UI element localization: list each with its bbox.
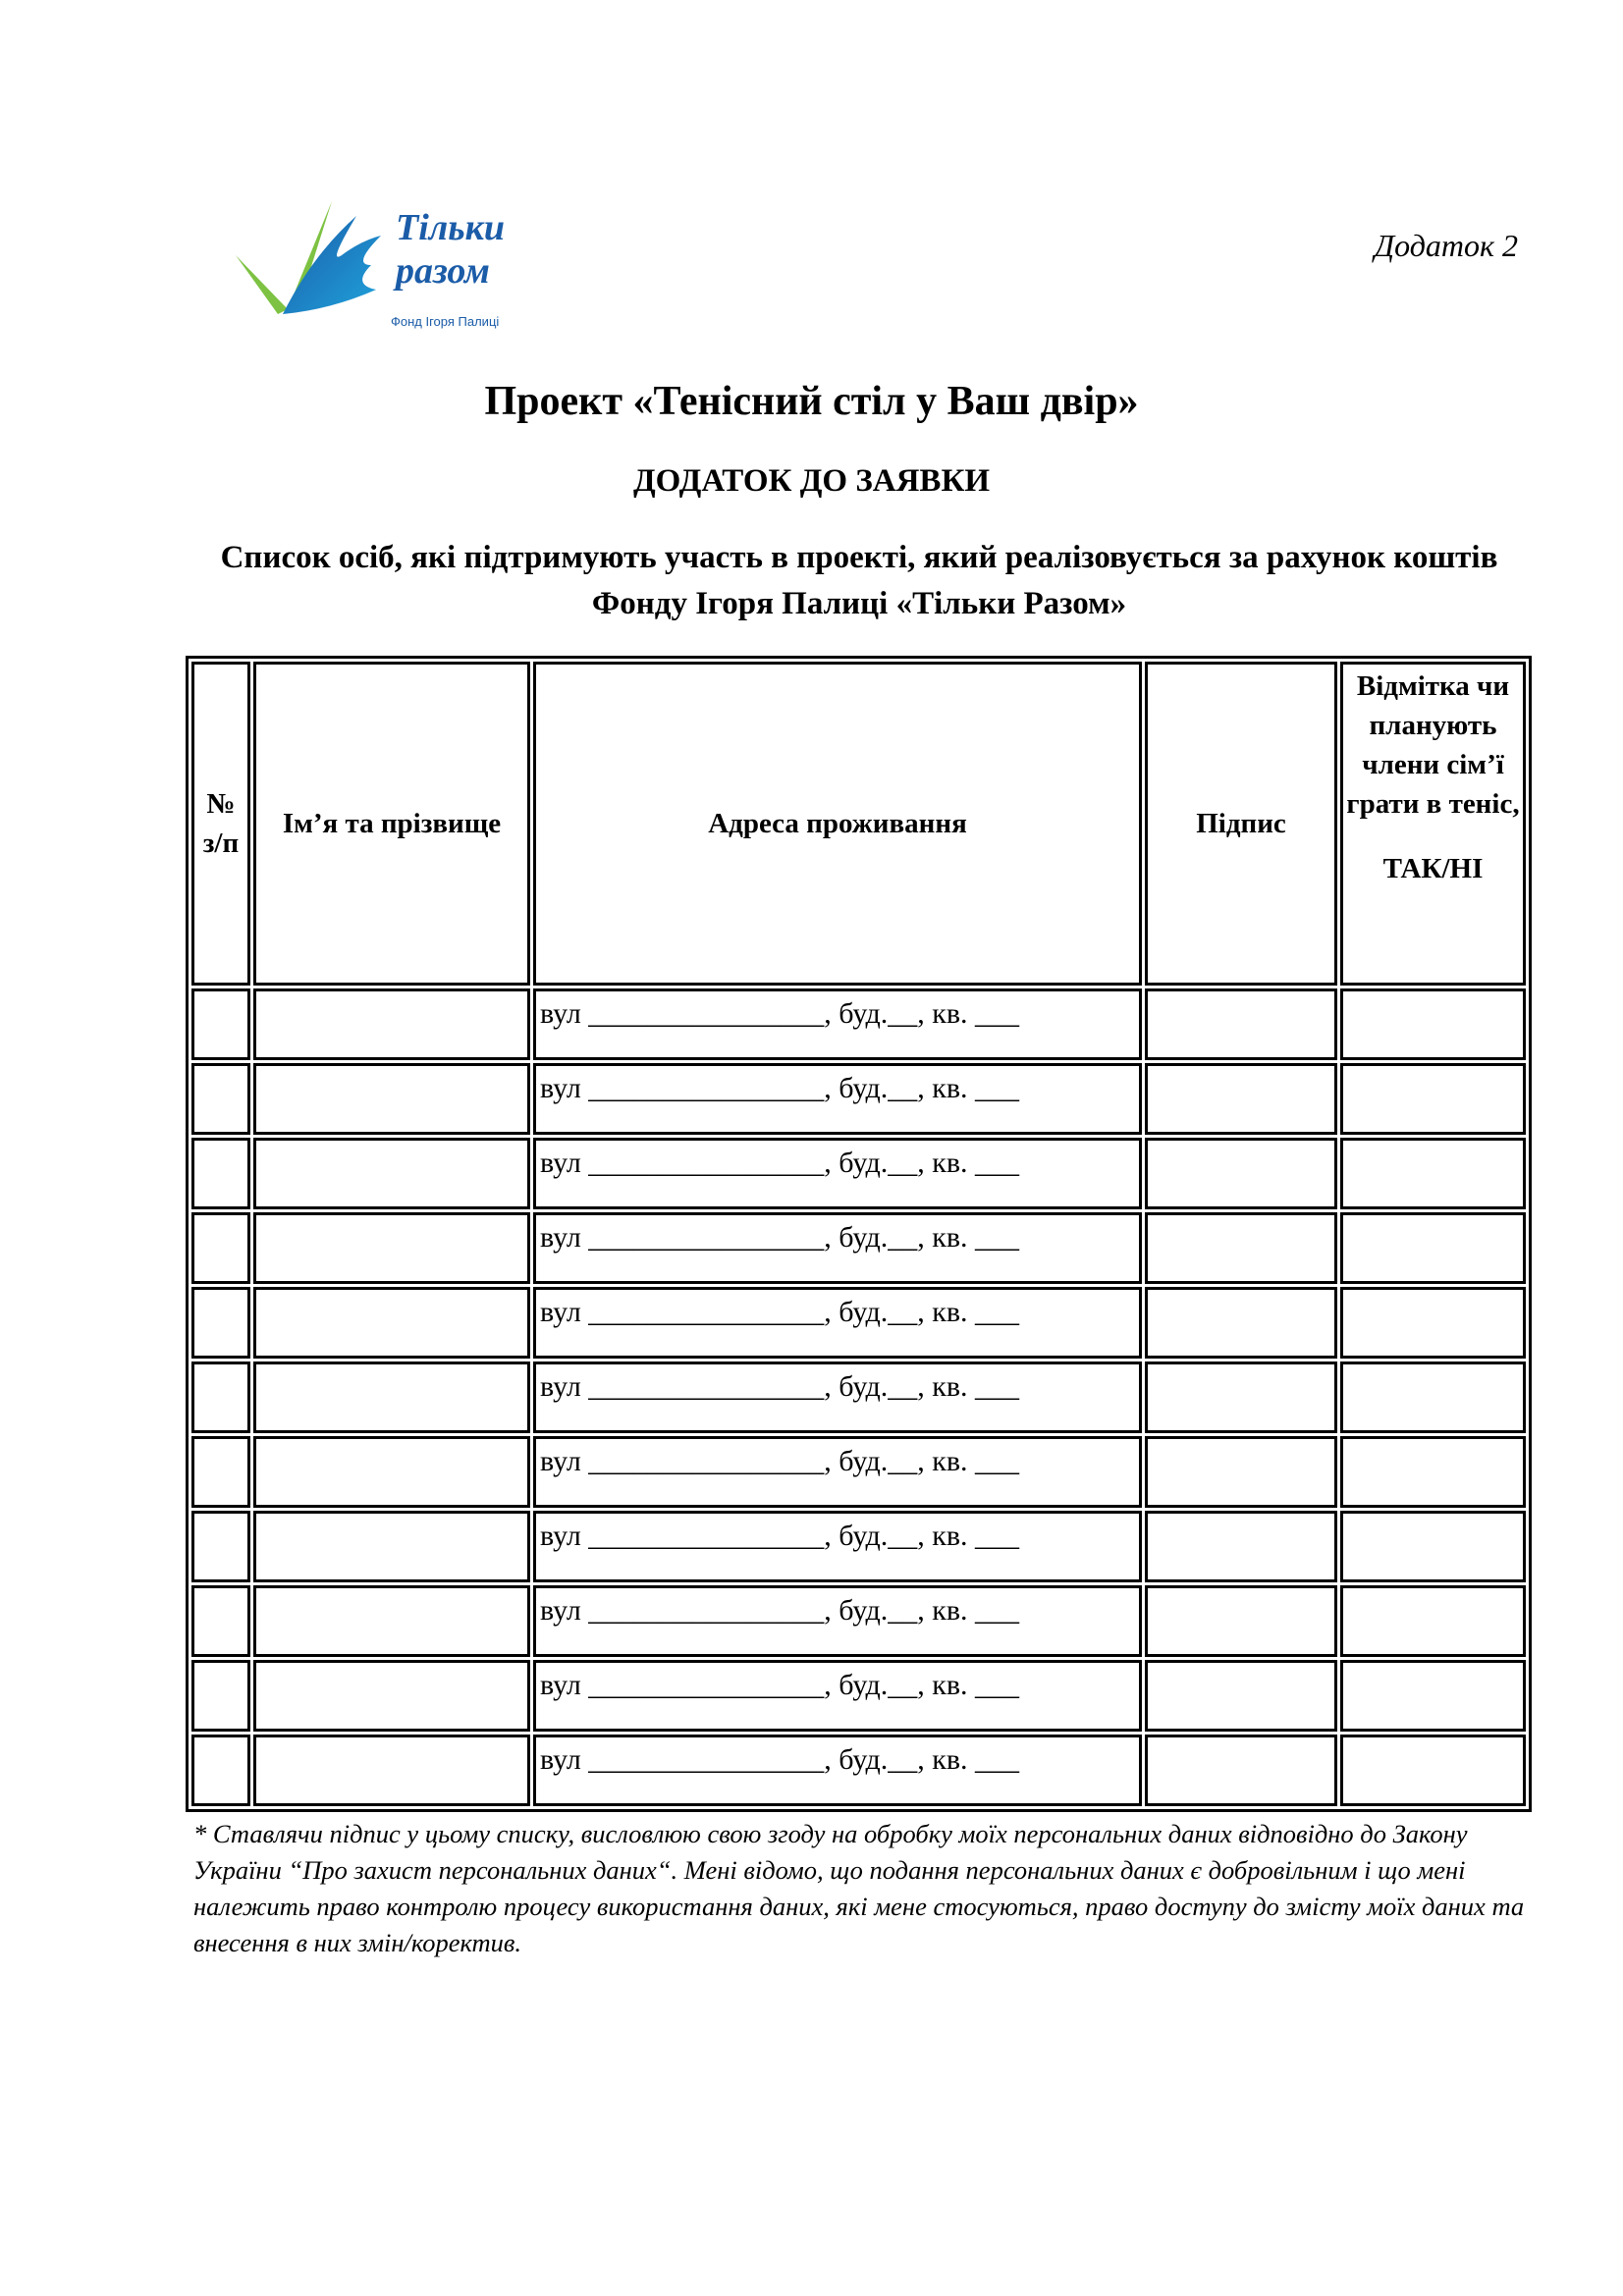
table-row xyxy=(191,1585,1526,1657)
table-header-row xyxy=(191,662,1526,986)
consent-footnote: * Ставлячи підпис у цьому списку, висловлюю свою згоду на обробку моїх персональних даних відповідно до Закону України “Про захист персональних даних“. Мені відомо, що подання персональних даних є добровільним і що мені належить право контролю процесу використання даних, які мене стосуються, право доступу до змісту моїх даних та внесення в них змін/коректив. xyxy=(193,1819,1525,1957)
signature-cell[interactable] xyxy=(1145,1735,1337,1806)
signature-cell[interactable] xyxy=(1145,1212,1337,1284)
address-cell[interactable]: вул ________________, буд.__, кв. ___ xyxy=(533,1138,1142,1209)
address-cell[interactable]: вул ________________, буд.__, кв. ___ xyxy=(533,1362,1142,1433)
address-cell[interactable]: вул ________________, буд.__, кв. ___ xyxy=(533,1063,1142,1135)
number-cell[interactable] xyxy=(191,1063,250,1135)
col-number: № з/п xyxy=(191,662,250,986)
table-row xyxy=(191,1511,1526,1582)
name-cell[interactable] xyxy=(253,1212,530,1284)
table-row xyxy=(191,1138,1526,1209)
foundation-logo xyxy=(234,196,548,334)
tennis-mark-cell[interactable] xyxy=(1340,1212,1526,1284)
name-cell[interactable] xyxy=(253,1362,530,1433)
page-title: Проект «Тенісний стіл у Ваш двір» xyxy=(484,379,1139,424)
svg-text:Тільки: Тільки xyxy=(396,207,506,248)
signature-cell[interactable] xyxy=(1145,1138,1337,1209)
number-cell[interactable] xyxy=(191,988,250,1060)
number-cell[interactable] xyxy=(191,1511,250,1582)
table-row xyxy=(191,1212,1526,1284)
svg-text:разом: разом xyxy=(396,250,490,292)
tennis-mark-cell[interactable] xyxy=(1340,1511,1526,1582)
col-tennis-mark xyxy=(1340,662,1526,986)
number-cell[interactable] xyxy=(191,1735,250,1806)
number-cell[interactable] xyxy=(191,1138,250,1209)
list-heading: Список осіб, які підтримують участь в проекті, який реалізовується за рахунок коштів Фонду Ігоря Палиці «Тільки Разом» xyxy=(220,540,1498,621)
number-cell[interactable] xyxy=(191,1660,250,1732)
name-cell[interactable] xyxy=(253,1660,530,1732)
table-row xyxy=(191,1063,1526,1135)
signature-cell[interactable] xyxy=(1145,1362,1337,1433)
tennis-mark-cell[interactable] xyxy=(1340,1436,1526,1508)
name-cell[interactable] xyxy=(253,1063,530,1135)
number-cell[interactable] xyxy=(191,1212,250,1284)
address-cell[interactable]: вул ________________, буд.__, кв. ___ xyxy=(533,1735,1142,1806)
name-cell[interactable] xyxy=(253,1287,530,1359)
signature-cell[interactable] xyxy=(1145,1585,1337,1657)
address-cell[interactable]: вул ________________, буд.__, кв. ___ xyxy=(533,1436,1142,1508)
number-cell[interactable] xyxy=(191,1362,250,1433)
signature-cell[interactable] xyxy=(1145,1660,1337,1732)
page-subtitle: ДОДАТОК ДО ЗАЯВКИ xyxy=(632,463,991,499)
tennis-mark-cell[interactable] xyxy=(1340,1585,1526,1657)
signature-cell[interactable] xyxy=(1145,1436,1337,1508)
table-row xyxy=(191,1287,1526,1359)
name-cell[interactable] xyxy=(253,1585,530,1657)
address-cell[interactable]: вул ________________, буд.__, кв. ___ xyxy=(533,988,1142,1060)
number-cell[interactable] xyxy=(191,1287,250,1359)
address-cell[interactable]: вул ________________, буд.__, кв. ___ xyxy=(533,1212,1142,1284)
table-row xyxy=(191,1735,1526,1806)
address-cell[interactable]: вул ________________, буд.__, кв. ___ xyxy=(533,1660,1142,1732)
name-cell[interactable] xyxy=(253,1138,530,1209)
table-row xyxy=(191,1436,1526,1508)
svg-text:Фонд Ігоря Палиці: Фонд Ігоря Палиці xyxy=(391,314,500,329)
col-address: Адреса проживання xyxy=(533,662,1142,986)
number-cell[interactable] xyxy=(191,1585,250,1657)
address-cell[interactable]: вул ________________, буд.__, кв. ___ xyxy=(533,1511,1142,1582)
name-cell[interactable] xyxy=(253,1436,530,1508)
tennis-mark-cell[interactable] xyxy=(1340,988,1526,1060)
signature-cell[interactable] xyxy=(1145,1287,1337,1359)
logo-hand-icon xyxy=(234,196,548,334)
address-cell[interactable]: вул ________________, буд.__, кв. ___ xyxy=(533,1585,1142,1657)
tennis-mark-cell[interactable] xyxy=(1340,1063,1526,1135)
tennis-mark-cell[interactable] xyxy=(1340,1735,1526,1806)
signature-cell[interactable] xyxy=(1145,988,1337,1060)
table-section xyxy=(186,656,1532,1961)
annex-label: Додаток 2 xyxy=(1374,228,1518,263)
number-cell[interactable] xyxy=(191,1436,250,1508)
address-cell[interactable]: вул ________________, буд.__, кв. ___ xyxy=(533,1287,1142,1359)
tennis-mark-text: Відмітка чи планують члени сім’ї грати в теніс, xyxy=(1346,670,1520,820)
supporters-table xyxy=(186,656,1532,1812)
signature-cell[interactable] xyxy=(1145,1511,1337,1582)
col-name: Ім’я та прізвище xyxy=(253,662,530,986)
yes-no-text: ТАК/НІ xyxy=(1382,853,1484,884)
name-cell[interactable] xyxy=(253,1735,530,1806)
signature-cell[interactable] xyxy=(1145,1063,1337,1135)
tennis-mark-cell[interactable] xyxy=(1340,1138,1526,1209)
col-signature: Підпис xyxy=(1145,662,1337,986)
table-row xyxy=(191,988,1526,1060)
tennis-mark-cell[interactable] xyxy=(1340,1362,1526,1433)
tennis-mark-cell[interactable] xyxy=(1340,1660,1526,1732)
tennis-mark-cell[interactable] xyxy=(1340,1287,1526,1359)
table-row xyxy=(191,1362,1526,1433)
name-cell[interactable] xyxy=(253,1511,530,1582)
table-row xyxy=(191,1660,1526,1732)
name-cell[interactable] xyxy=(253,988,530,1060)
